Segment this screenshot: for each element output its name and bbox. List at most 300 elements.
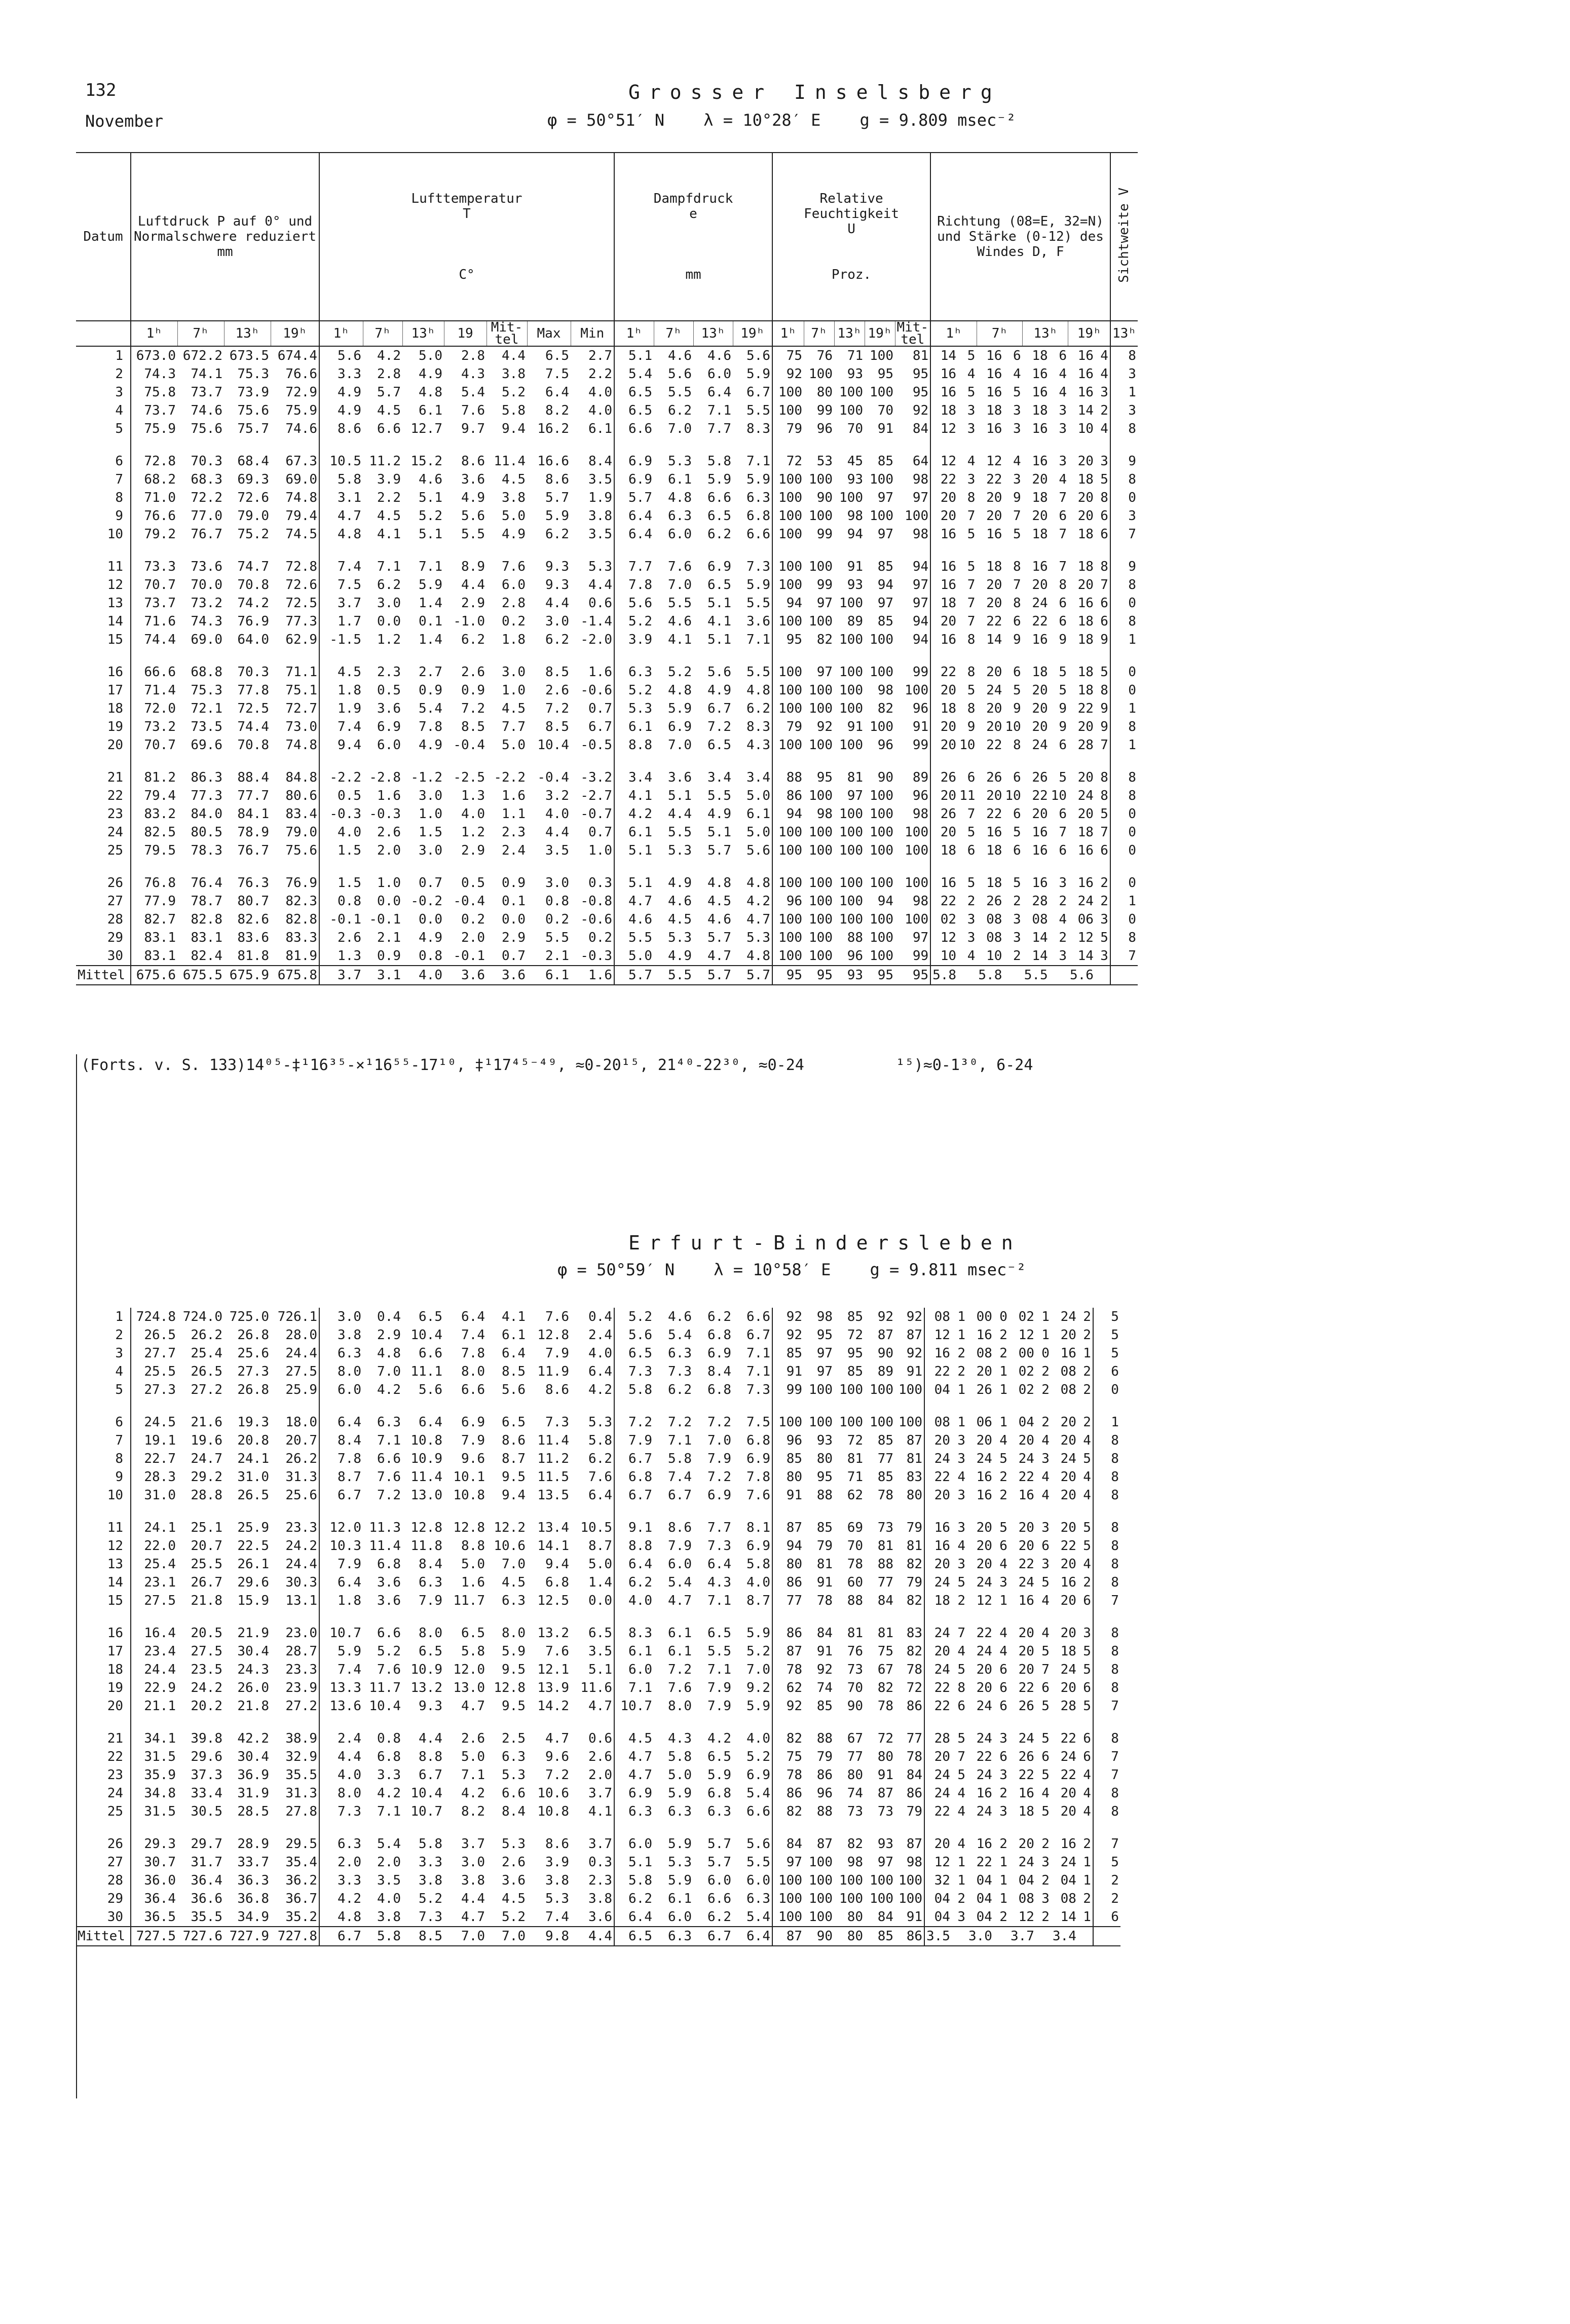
gap-cell <box>804 1610 834 1624</box>
value-cell: 2 <box>967 894 976 909</box>
value-cell: 5.9 <box>746 1699 770 1714</box>
value-cell: 3.7 <box>461 1836 485 1852</box>
gap-cell <box>527 1610 571 1624</box>
value-cell: 73 <box>847 1804 863 1819</box>
value-cell: 5 <box>1013 683 1021 698</box>
value-cell: 6 <box>999 1680 1007 1695</box>
value-cell: 22 <box>924 1468 952 1486</box>
value-cell: 73.6 <box>191 559 222 574</box>
mittel-cell: 3.7 <box>1009 1927 1036 1946</box>
value-cell: 92 <box>906 1346 922 1361</box>
mittel-cell: 675.6 <box>131 966 177 985</box>
value-cell: 2.7 <box>419 665 442 680</box>
value-cell: 0.7 <box>502 948 526 964</box>
gap-cell <box>319 1610 363 1624</box>
value-cell: 6.7 <box>614 1486 654 1504</box>
value-cell: 79 <box>906 1520 922 1535</box>
gap-cell <box>76 1610 131 1624</box>
value-cell: 22 <box>986 737 1002 753</box>
value-cell: 4 <box>967 948 976 964</box>
gap-cell <box>804 860 834 874</box>
value-cell: 8 <box>957 1680 965 1695</box>
table-row <box>76 1468 1120 1486</box>
value-cell: 3.8 <box>588 1891 612 1906</box>
value-cell: 5.3 <box>668 930 692 945</box>
value-cell: 10.4 <box>537 737 569 753</box>
mittel-cell <box>1093 1927 1120 1946</box>
value-cell: 4 <box>1083 1469 1091 1485</box>
sicht-header <box>1110 153 1138 321</box>
value-cell: 97 <box>816 1346 833 1361</box>
value-cell: 73.3 <box>131 558 177 576</box>
gap-cell <box>952 1610 967 1624</box>
value-cell: 3 <box>1110 401 1138 420</box>
value-cell: 83.4 <box>285 806 317 822</box>
value-cell: 5 <box>1093 1853 1120 1871</box>
value-cell: 5 <box>1093 1326 1120 1344</box>
value-cell: 6.8 <box>545 1575 569 1590</box>
mittel-cell: 3.4 <box>1051 1927 1078 1946</box>
value-cell: 73.0 <box>285 719 317 734</box>
gap-cell <box>571 754 614 768</box>
value-cell: 90 <box>877 1346 893 1361</box>
value-cell: 72.1 <box>191 701 222 716</box>
value-cell: 6.5 <box>707 1626 731 1641</box>
value-cell: 7.3 <box>707 1538 731 1554</box>
value-cell: 0.8 <box>545 894 569 909</box>
gap-cell <box>271 543 319 558</box>
table-row <box>76 1802 1120 1821</box>
value-cell: 22 <box>1018 1557 1034 1572</box>
value-cell: 78.7 <box>191 894 222 909</box>
value-cell: 13.0 <box>410 1488 442 1503</box>
value-cell: 7.4 <box>319 718 363 736</box>
mittel-cell: 5.7 <box>614 966 654 985</box>
value-cell: 14.2 <box>537 1699 569 1714</box>
value-cell: 9.4 <box>502 1488 526 1503</box>
value-cell: 5.9 <box>668 1873 692 1888</box>
value-cell: 8.8 <box>419 1749 442 1764</box>
value-cell: 16 <box>1077 385 1094 400</box>
subheader-cell: 13ʰ <box>834 321 865 346</box>
left-margin-rule <box>76 1054 77 2098</box>
value-cell: 3 <box>1110 507 1138 525</box>
value-cell: 5.6 <box>746 1836 770 1852</box>
value-cell: 23.9 <box>285 1680 317 1695</box>
value-cell: 98 <box>816 806 833 822</box>
value-cell: 20 <box>930 718 958 736</box>
value-cell: 10.5 <box>319 452 363 470</box>
gap-cell <box>1095 438 1110 452</box>
value-cell: 77 <box>772 1592 804 1610</box>
value-cell: 6 <box>1100 596 1108 611</box>
gap-cell <box>834 543 865 558</box>
value-cell: 31.3 <box>285 1786 317 1801</box>
value-cell: 94 <box>772 805 804 823</box>
value-cell: 16 <box>976 1488 992 1503</box>
value-cell: 6 <box>1059 348 1067 363</box>
value-cell: 79 <box>816 1749 833 1764</box>
value-cell: 2 <box>957 1593 965 1608</box>
value-cell: 20.7 <box>285 1433 317 1448</box>
gap-cell <box>804 438 834 452</box>
gap-cell <box>1051 1610 1078 1624</box>
value-cell: 6.5 <box>707 508 731 524</box>
value-cell: 8.3 <box>746 421 770 436</box>
value-cell: 8 <box>967 490 976 505</box>
gap-cell <box>1036 1610 1051 1624</box>
value-cell: 8 <box>1110 612 1138 631</box>
gap-cell <box>952 1821 967 1835</box>
value-cell: 100 <box>809 366 833 382</box>
value-cell: 67 <box>877 1662 893 1677</box>
value-cell: 100 <box>809 508 833 524</box>
gap-cell <box>693 860 733 874</box>
value-cell: 10.9 <box>410 1662 442 1677</box>
value-cell: 25.6 <box>285 1488 317 1503</box>
value-cell: 10.4 <box>410 1786 442 1801</box>
value-cell: 6.1 <box>614 718 654 736</box>
gap-cell <box>693 1715 733 1729</box>
wind-header: Richtung (08=E, 32=N) und Stärke (0-12) des Windes D, F <box>930 153 1110 321</box>
value-cell: 77.0 <box>191 508 222 524</box>
value-cell: 9 <box>1013 490 1021 505</box>
gap-cell <box>930 543 958 558</box>
gap-cell <box>224 1399 271 1413</box>
value-cell: 24.7 <box>191 1451 222 1466</box>
value-cell: 2.0 <box>461 930 485 945</box>
value-cell: 8.5 <box>461 719 485 734</box>
value-cell: 26.7 <box>191 1575 222 1590</box>
value-cell: 9 <box>1059 632 1067 647</box>
value-cell: 24 <box>1077 788 1094 803</box>
value-cell: 6.6 <box>502 1786 526 1801</box>
table-row <box>76 663 1138 681</box>
value-cell: 21.8 <box>237 1699 269 1714</box>
gap-cell <box>733 860 772 874</box>
value-cell: 100 <box>809 875 833 891</box>
gap-cell <box>487 438 527 452</box>
value-cell: 100 <box>772 910 804 929</box>
value-cell: 4.7 <box>461 1699 485 1714</box>
value-cell: 100 <box>839 596 863 611</box>
value-cell: 93 <box>847 472 863 487</box>
value-cell: 87 <box>877 1327 893 1343</box>
value-cell: 8.5 <box>502 1364 526 1379</box>
table-row <box>76 470 1138 489</box>
value-cell: 98 <box>912 894 929 909</box>
mittel-cell <box>1003 966 1022 985</box>
value-cell: 6.8 <box>614 1468 654 1486</box>
value-cell: 6.9 <box>614 470 654 489</box>
value-cell: 74.8 <box>285 490 317 505</box>
value-cell: 1.4 <box>419 632 442 647</box>
value-cell: 1.1 <box>502 806 526 822</box>
gap-cell <box>271 1504 319 1519</box>
value-cell: 34.1 <box>131 1729 177 1748</box>
value-cell: 74.4 <box>237 719 269 734</box>
day-cell: 20 <box>107 1699 123 1714</box>
value-cell: 77 <box>847 1749 863 1764</box>
value-cell: 4.6 <box>668 1309 692 1324</box>
value-cell: 7.3 <box>419 1909 442 1925</box>
value-cell: 4.0 <box>746 1575 770 1590</box>
table-row <box>76 365 1138 383</box>
mittel-cell: 6.1 <box>527 966 571 985</box>
mittel-cell: 3.0 <box>967 1927 994 1946</box>
value-cell: 97 <box>877 1855 893 1870</box>
gap-cell <box>224 754 271 768</box>
value-cell: 73.9 <box>237 385 269 400</box>
value-cell: 7 <box>957 1749 965 1764</box>
value-cell: 5.5 <box>668 596 692 611</box>
value-cell: 72 <box>772 452 804 470</box>
value-cell: 20 <box>1060 1786 1076 1801</box>
value-cell: 7.6 <box>668 559 692 574</box>
gap-cell <box>924 1399 952 1413</box>
value-cell: 6.5 <box>614 1344 654 1362</box>
value-cell: 3 <box>1041 1520 1050 1535</box>
value-cell: 9.5 <box>502 1469 526 1485</box>
gap-cell <box>958 649 977 663</box>
gap-cell <box>1110 543 1138 558</box>
value-cell: 8.1 <box>746 1520 770 1535</box>
gap-cell <box>895 1715 924 1729</box>
value-cell: 5.9 <box>545 508 569 524</box>
value-cell: 5.9 <box>502 1644 526 1659</box>
gap-cell <box>527 1821 571 1835</box>
value-cell: 71 <box>847 1469 863 1485</box>
value-cell: 71.4 <box>131 681 177 699</box>
gap-cell <box>177 1610 224 1624</box>
value-cell: 100 <box>870 825 893 840</box>
value-cell: 6.6 <box>419 1346 442 1361</box>
gap-cell <box>834 1399 865 1413</box>
value-cell: 5.1 <box>419 490 442 505</box>
value-cell: 20 <box>1032 701 1048 716</box>
value-cell: 4 <box>999 1644 1007 1659</box>
value-cell: 3.7 <box>588 1786 612 1801</box>
value-cell: 4.2 <box>377 1382 401 1397</box>
value-cell: 2 <box>1041 1836 1050 1852</box>
value-cell: 5.1 <box>614 1853 654 1871</box>
subheader-cell: 13ʰ <box>693 321 733 346</box>
value-cell: 6.5 <box>419 1644 442 1659</box>
value-cell: 100 <box>772 612 804 631</box>
value-cell: 72.7 <box>285 701 317 716</box>
value-cell: 725.0 <box>229 1309 269 1324</box>
value-cell: 28 <box>924 1729 952 1748</box>
value-cell: 82 <box>772 1729 804 1748</box>
value-cell: 4.8 <box>319 1908 363 1927</box>
value-cell: 1.0 <box>419 806 442 822</box>
value-cell: 3.8 <box>319 1326 363 1344</box>
value-cell: 100 <box>809 894 833 909</box>
value-cell: 79.5 <box>131 841 177 860</box>
value-cell: 4 <box>1083 1488 1091 1503</box>
gap-cell <box>994 1715 1009 1729</box>
value-cell: 100 <box>870 788 893 803</box>
value-cell: 9.4 <box>502 421 526 436</box>
value-cell: 4.0 <box>319 1766 363 1784</box>
value-cell: 91 <box>772 1362 804 1381</box>
value-cell: 08 <box>924 1413 952 1431</box>
value-cell: 36.3 <box>237 1873 269 1888</box>
value-cell: 96 <box>816 1786 833 1801</box>
value-cell: 6 <box>1059 843 1067 858</box>
value-cell: 26 <box>1032 770 1048 785</box>
gap-cell <box>571 1610 614 1624</box>
value-cell: 8.0 <box>319 1784 363 1802</box>
value-cell: 6.2 <box>588 1451 612 1466</box>
value-cell: 4 <box>957 1469 965 1485</box>
value-cell: 4.5 <box>377 508 401 524</box>
value-cell: 20 <box>1077 454 1094 469</box>
value-cell: 74.8 <box>285 737 317 753</box>
value-cell: 77.7 <box>237 788 269 803</box>
value-cell: 4.7 <box>461 1909 485 1925</box>
table-row <box>76 1871 1120 1890</box>
value-cell: 6 <box>1059 737 1067 753</box>
value-cell: 2 <box>957 1346 965 1361</box>
gap-cell <box>1003 649 1022 663</box>
value-cell: 5.9 <box>707 472 731 487</box>
value-cell: 7.5 <box>746 1415 770 1430</box>
value-cell: 8 <box>1093 1537 1120 1555</box>
value-cell: 9.1 <box>614 1519 654 1537</box>
value-cell: 77 <box>877 1575 893 1590</box>
day-cell: 21 <box>107 770 123 785</box>
day-cell: 26 <box>107 1836 123 1852</box>
value-cell: 18 <box>1077 632 1094 647</box>
value-cell: 5.2 <box>377 1644 401 1659</box>
gap-cell <box>224 1821 271 1835</box>
value-cell: 6.5 <box>614 401 654 420</box>
value-cell: 45 <box>847 454 863 469</box>
mittel-cell: 5.6 <box>1068 966 1095 985</box>
value-cell: 5 <box>1083 1644 1091 1659</box>
value-cell: 8 <box>1110 787 1138 805</box>
gap-cell <box>654 543 693 558</box>
value-cell: 100 <box>772 525 804 543</box>
mittel-cell <box>1050 966 1068 985</box>
value-cell: 100 <box>839 1873 863 1888</box>
value-cell: 4.3 <box>746 737 770 753</box>
value-cell: 7.9 <box>614 1431 654 1450</box>
value-cell: 20 <box>1077 719 1094 734</box>
value-cell: 24 <box>976 1731 992 1746</box>
gap-cell <box>977 754 1003 768</box>
value-cell: 7.1 <box>707 403 731 418</box>
gap-cell <box>733 754 772 768</box>
value-cell: 6.4 <box>707 1557 731 1572</box>
value-cell: 6.0 <box>668 1909 692 1925</box>
value-cell: 20 <box>1032 719 1048 734</box>
value-cell: 2.7 <box>588 348 612 363</box>
gap-cell <box>1078 1610 1093 1624</box>
value-cell: 6.2 <box>614 1890 654 1908</box>
value-cell: 4.9 <box>419 930 442 945</box>
value-cell: 5 <box>1059 665 1067 680</box>
value-cell: 5.1 <box>614 346 654 365</box>
mittel-cell: 5.8 <box>977 966 1003 985</box>
value-cell: 8 <box>1100 490 1108 505</box>
value-cell: 7.3 <box>746 1382 770 1397</box>
value-cell: 6.0 <box>668 1557 692 1572</box>
value-cell: 20.2 <box>191 1699 222 1714</box>
value-cell: 100 <box>809 825 833 840</box>
value-cell: 8.6 <box>545 472 569 487</box>
value-cell: 70.3 <box>191 454 222 469</box>
value-cell: 3.3 <box>319 365 363 383</box>
value-cell: 95 <box>877 366 893 382</box>
value-cell: 36.4 <box>131 1890 177 1908</box>
value-cell: 5.3 <box>668 843 692 858</box>
gap-cell <box>319 543 363 558</box>
value-cell: 6.7 <box>319 1486 363 1504</box>
gap-cell <box>487 1821 527 1835</box>
value-cell: 4.9 <box>319 401 363 420</box>
gap-cell <box>571 1715 614 1729</box>
day-cell: 4 <box>115 1364 123 1379</box>
value-cell: 10.8 <box>410 1433 442 1448</box>
value-cell: 26 <box>1018 1699 1034 1714</box>
table-row <box>76 1642 1120 1661</box>
value-cell: 22 <box>976 1749 992 1764</box>
gap-cell <box>804 754 834 768</box>
value-cell: 77.3 <box>191 788 222 803</box>
value-cell: 4.0 <box>588 385 612 400</box>
value-cell: 0.6 <box>588 596 612 611</box>
value-cell: 24 <box>976 1699 992 1714</box>
mittel-cell: 6.7 <box>319 1927 363 1946</box>
value-cell: 85 <box>877 1433 893 1448</box>
value-cell: 82.7 <box>131 910 177 929</box>
value-cell: 4 <box>999 1557 1007 1572</box>
value-cell: 6.2 <box>545 632 569 647</box>
value-cell: 24 <box>924 1450 952 1468</box>
value-cell: 100 <box>809 1873 833 1888</box>
value-cell: 18 <box>930 699 958 718</box>
value-cell: 87 <box>772 1642 804 1661</box>
value-cell: 5 <box>1041 1644 1050 1659</box>
value-cell: 5.4 <box>377 1836 401 1852</box>
value-cell: 84 <box>772 1835 804 1853</box>
gap-cell <box>958 543 977 558</box>
value-cell: 75.7 <box>237 421 269 436</box>
value-cell: 24.1 <box>131 1519 177 1537</box>
value-cell: 7 <box>967 508 976 524</box>
value-cell: 5.6 <box>614 1326 654 1344</box>
value-cell: -2.2 <box>494 770 526 785</box>
value-cell: 91 <box>816 1575 833 1590</box>
value-cell: 20 <box>1077 490 1094 505</box>
value-cell: 6.5 <box>707 577 731 593</box>
value-cell: 100 <box>772 1413 804 1431</box>
value-cell: 4.1 <box>502 1309 526 1324</box>
value-cell: 24 <box>1060 1309 1076 1324</box>
gap-cell <box>271 649 319 663</box>
value-cell: 4 <box>1041 1626 1050 1641</box>
value-cell: 77.8 <box>237 683 269 698</box>
value-cell: 1 <box>999 1593 1007 1608</box>
gap-cell <box>952 1715 967 1729</box>
row-gap <box>76 1399 1120 1413</box>
value-cell: 1 <box>957 1873 965 1888</box>
value-cell: 6.2 <box>668 1382 692 1397</box>
value-cell: 97 <box>912 930 929 945</box>
value-cell: 20 <box>924 1555 952 1573</box>
